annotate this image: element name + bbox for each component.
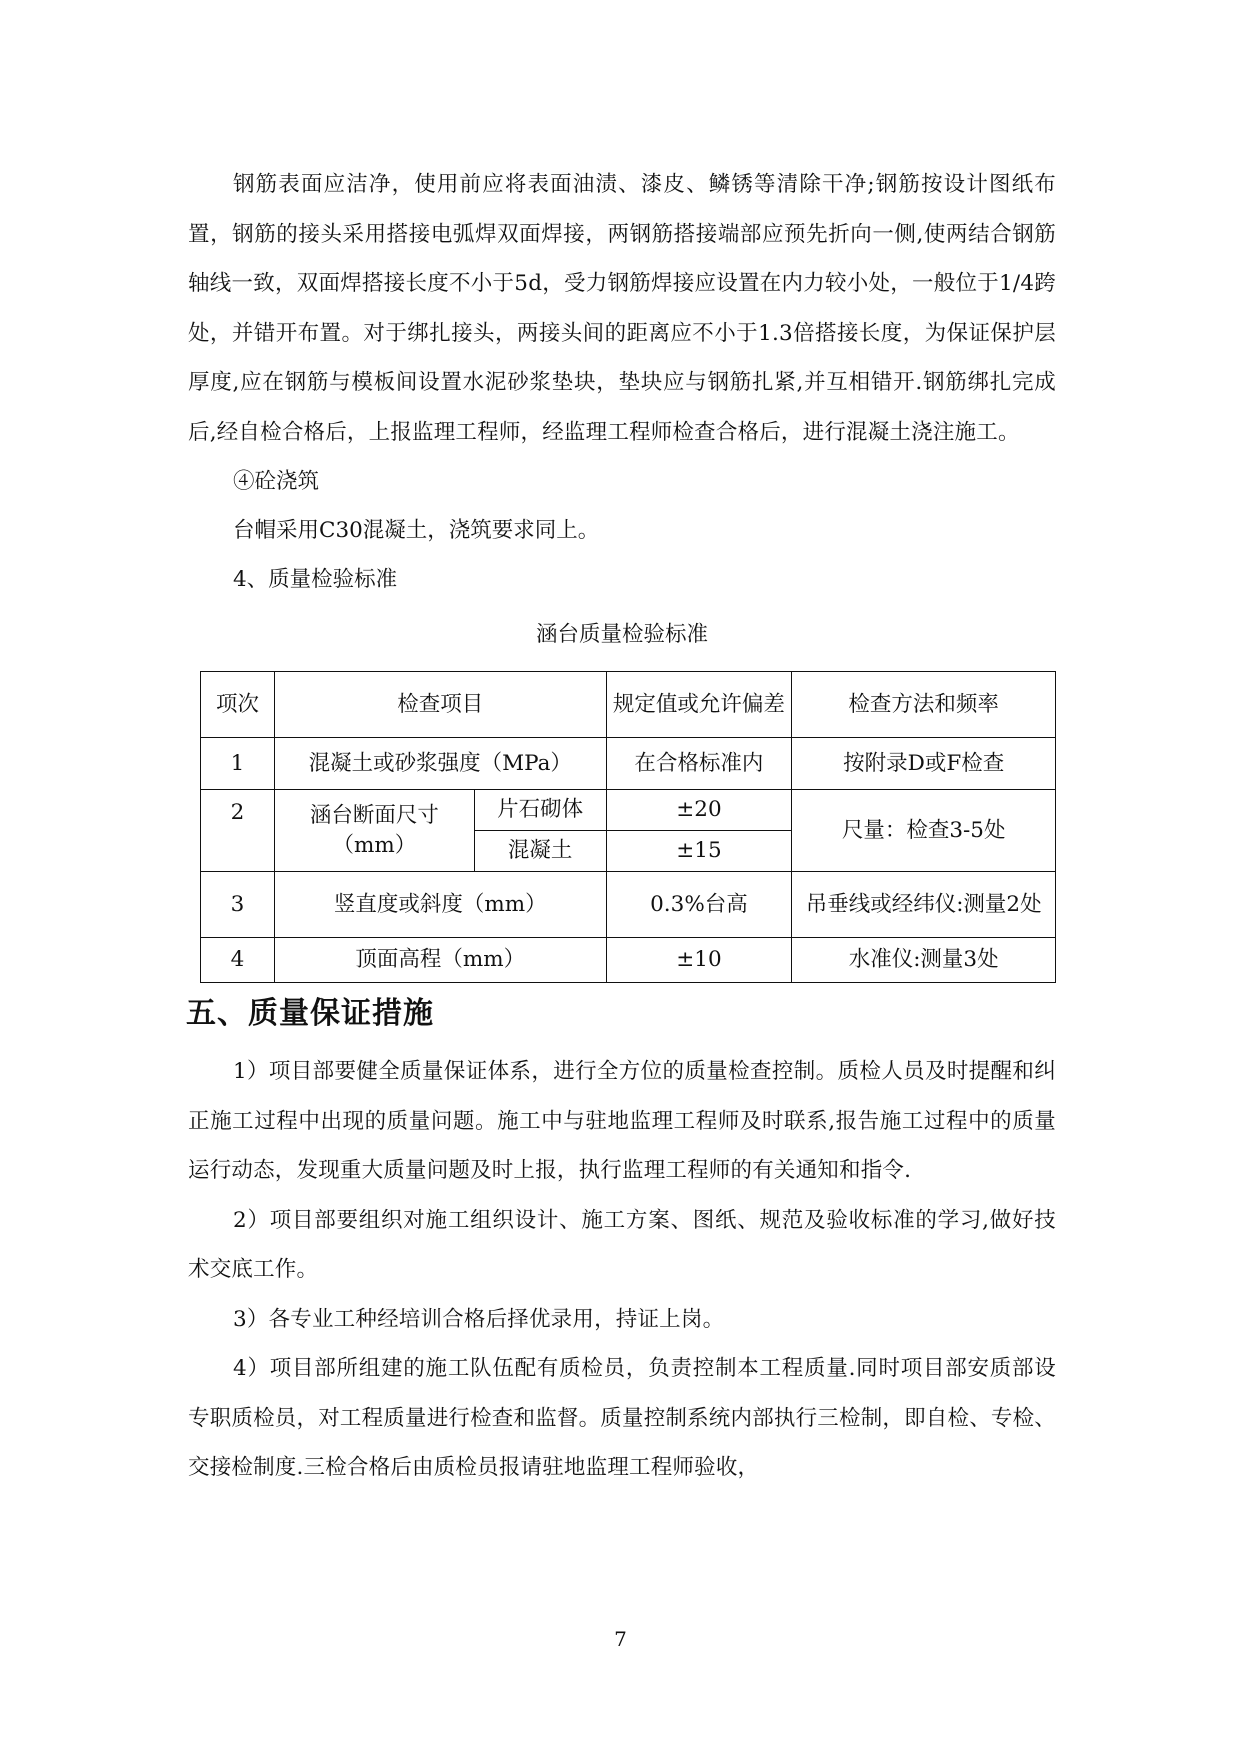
row1-method: 按附录D或F检查 [792, 738, 1056, 790]
concrete-paragraph: 台帽采用C30混凝土，浇筑要求同上。 [233, 518, 600, 543]
row1-item: 混凝土或砂浆强度（MPa） [274, 738, 606, 790]
header-check-item: 检查项目 [274, 672, 606, 738]
header-allowed: 规定值或允许偏差 [606, 672, 792, 738]
row4-no: 4 [201, 938, 275, 983]
header-method: 检查方法和频率 [792, 672, 1056, 738]
measure-paragraph: 2）项目部要组织对施工组织设计、施工方案、图纸、规范及验收标准的学习,做好技术交底工作。 [188, 1207, 1056, 1282]
measure-paragraph: 1）项目部要健全质量保证体系，进行全方位的质量检查控制。质检人员及时提醒和纠正施工过程中出现的质量问题。施工中与驻地监理工程师及时联系,报告施工过程中的质量运行动态，发现重大质量问题及时上报，执行监理工程师的有关通知和指令. [188, 1059, 1056, 1183]
row1-no: 1 [201, 738, 275, 790]
row3-method: 吊垂线或经纬仪:测量2处 [792, 872, 1056, 938]
row2-sub1-name: 片石砌体 [474, 790, 606, 831]
table-header-row [201, 672, 1056, 738]
section-title: 五、质量保证措施 [186, 996, 434, 1031]
row4-method: 水准仪:测量3处 [792, 938, 1056, 983]
table-title: 涵台质量检验标准 [535, 622, 708, 647]
header-item-no: 项次 [201, 672, 275, 738]
table-row [201, 872, 1056, 938]
row2-sub2-value: ±15 [606, 831, 792, 872]
row4-value: ±10 [606, 938, 792, 983]
concrete-heading: ④砼浇筑 [233, 469, 320, 494]
rebar-paragraph: 钢筋表面应洁净，使用前应将表面油渍、漆皮、鳞锈等清除干净;钢筋按设计图纸布置，钢筋的接头采用搭接电弧焊双面焊接，两钢筋搭接端部应预先折向一侧,使两结合钢筋轴线一致，双面焊搭接长度不小于5d，受力钢筋焊接应设置在内力较小处，一般位于1/4跨处，并错开布置。对于绑扎接头，两接头间的距离应不小于1.3倍搭接长度，为保证保护层厚度,应在钢筋与模板间设置水泥砂浆垫块，垫块应与钢筋扎紧,并互相错开.钢筋绑扎完成后,经自检合格后，上报监理工程师，经监理工程师检查合格后，进行混凝土浇注施工。 [188, 172, 1056, 445]
row3-item: 竖直度或斜度（mm） [274, 872, 606, 938]
row1-value: 在合格标准内 [606, 738, 792, 790]
row2-item: 涵台断面尺寸（mm） [274, 790, 474, 872]
page-number: 7 [614, 1627, 627, 1651]
row4-item: 顶面高程（mm） [274, 938, 606, 983]
row2-sub1-value: ±20 [606, 790, 792, 831]
standard-heading: 4、质量检验标准 [233, 567, 398, 592]
quality-standard-table [200, 671, 1056, 983]
row3-no: 3 [201, 872, 275, 938]
table-row [201, 938, 1056, 983]
table-row [201, 738, 1056, 790]
measure-paragraph: 4）项目部所组建的施工队伍配有质检员，负责控制本工程质量.同时项目部安质部设专职质检员，对工程质量进行检查和监督。质量控制系统内部执行三检制，即自检、专检、交接检制度.三检合格后由质检员报请驻地监理工程师验收， [188, 1356, 1057, 1480]
measure-paragraph: 3）各专业工种经培训合格后择优录用，持证上岗。 [233, 1306, 725, 1332]
row2-sub2-name: 混凝土 [474, 831, 606, 872]
row2-no: 2 [201, 790, 275, 872]
row2-method: 尺量：检查3-5处 [792, 790, 1056, 872]
row3-value: 0.3%台高 [606, 872, 792, 938]
page-content [188, 160, 1056, 1493]
table-row [201, 790, 1056, 831]
